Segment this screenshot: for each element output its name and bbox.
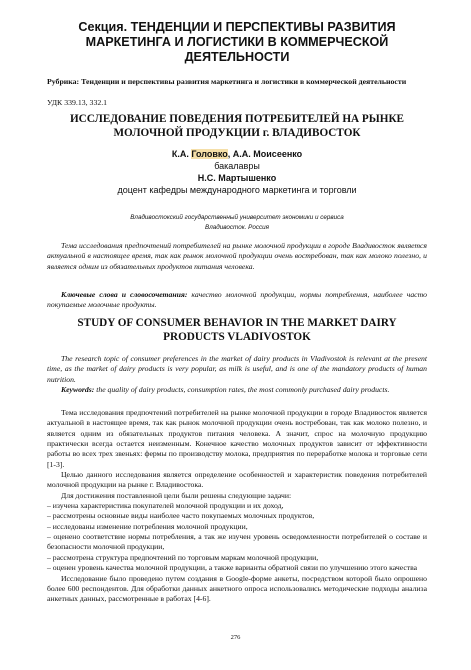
task-list-item: – изучена характеристика покупателей молочной продукции и их доход, — [47, 501, 284, 511]
abstract-en — [47, 354, 427, 395]
body-paragraph-3: Для достижения поставленной цели были решены следующие задачи: — [61, 490, 292, 500]
keywords-en-label: Keywords: — [61, 384, 95, 394]
article-title-ru: ИССЛЕДОВАНИЕ ПОВЕДЕНИЯ ПОТРЕБИТЕЛЕЙ НА РЫНКЕ МОЛОЧНОЙ ПРОДУКЦИИ г. ВЛАДИВОСТОК — [69, 113, 405, 139]
udk-code: УДК 339.13, 332.1 — [47, 98, 108, 107]
task-list-item: – оценен уровень качества молочной продукции, а также варианты обратной связи по улучшению этого качества — [47, 563, 418, 573]
task-list-item: – рассмотрены основные виды наиболее часто покупаемых молочных продуктов, — [47, 511, 315, 521]
abstract-ru — [47, 241, 427, 272]
author-coauthor: , А.А. Моисеенко — [227, 149, 303, 159]
author-role-2: доцент кафедры международного маркетинга и торговли — [117, 185, 357, 195]
keywords-ru-text: качество молочной продукции, нормы потребления, наиболее часто покупаемые молочные продукты. — [47, 290, 427, 310]
page-number: 276 — [230, 634, 241, 641]
task-list-item: – исследованы изменение потребления молочной продукции, — [47, 521, 248, 531]
body-paragraph-4: Исследование было проведено путем создания в Google-форме анкеты, посредством которой было опрошено более 600 респондентов. Для обработки данных анкетного опроса использовались методические подходы анализа анкетных данных, рассмотренные в работах [4-6]. — [47, 573, 427, 604]
rubric: Рубрика: Тенденции и перспективы развития маркетинга и логистики в коммерческой деятельности — [47, 77, 407, 86]
author-line-1 — [47, 148, 427, 160]
keywords-ru — [47, 290, 427, 311]
article-body — [47, 408, 427, 605]
keywords-ru-label: Ключевые слова и словосочетания: — [61, 290, 188, 299]
keywords-en-text: the quality of dairy products, consumption rates, the most commonly purchased dairy products. — [94, 384, 390, 394]
abstract-en-text: The research topic of consumer preferences in the market of dairy products in Vladivostok is relevant at the present time, as the market of dairy products is very popular, as milk is useful, and is one of the mandatory products of human nutrition. — [47, 354, 427, 384]
affiliation-university: Владивостокский государственный университет экономики и сервиса — [130, 214, 344, 221]
affiliation-city: Владивосток. Россия — [205, 224, 269, 231]
author-role-1: бакалавры — [214, 161, 260, 171]
section-title: Секция. ТЕНДЕНЦИИ И ПЕРСПЕКТИВЫ РАЗВИТИЯ МАРКЕТИНГА И ЛОГИСТИКИ В КОММЕРЧЕСКОЙ ДЕЯТЕЛЬНОСТИ — [78, 20, 396, 64]
task-list-item: – рассмотрена структура предпочтений по торговым маркам молочной продукции, — [47, 552, 319, 562]
body-paragraph-1: Тема исследования предпочтений потребителей на рынке молочной продукции в городе Владивосток является актуальной в настоящее время, так как рынок молочной продукции очень востребован, так как молоко полезно, и является одним из обязательных продуктов питания человека. А значит, спрос на молочную продукцию практически всегда остается неизменным. Конечное качество молочных продуктов зависит от эффективности работы во всех трех звеньях: фермы по производству молока, предприятия по переработке молока и торговые сети [1-3]. — [47, 408, 427, 469]
author-initials: К.А. — [171, 149, 192, 159]
authors-block — [47, 148, 427, 196]
affiliation — [47, 213, 427, 233]
body-paragraph-2: Целью данного исследования является определение особенностей и характеристик поведения потребителей молочной продукции на рынке г. Владивостока. — [47, 470, 427, 490]
abstract-ru-text: Тема исследования предпочтений потребителей на рынке молочной продукции в городе Владивосток является актуальной в настоящее время, так как рынок молочной продукции очень востребован, так как молоко полезно, и является одним из обязательных продуктов питания человека. — [47, 241, 427, 271]
article-title-en: STUDY OF CONSUMER BEHAVIOR IN THE MARKET DAIRY PRODUCTS VLADIVOSTOK — [77, 317, 397, 343]
author-line-2: Н.С. Мартышенко — [197, 173, 277, 183]
author-name-highlighted: Головко — [191, 149, 228, 159]
task-list-item: – оценено соответствие нормы потребления, а так же изучен уровень осведомленности потребителей о составе и безопасности молочной продукции, — [47, 532, 427, 552]
